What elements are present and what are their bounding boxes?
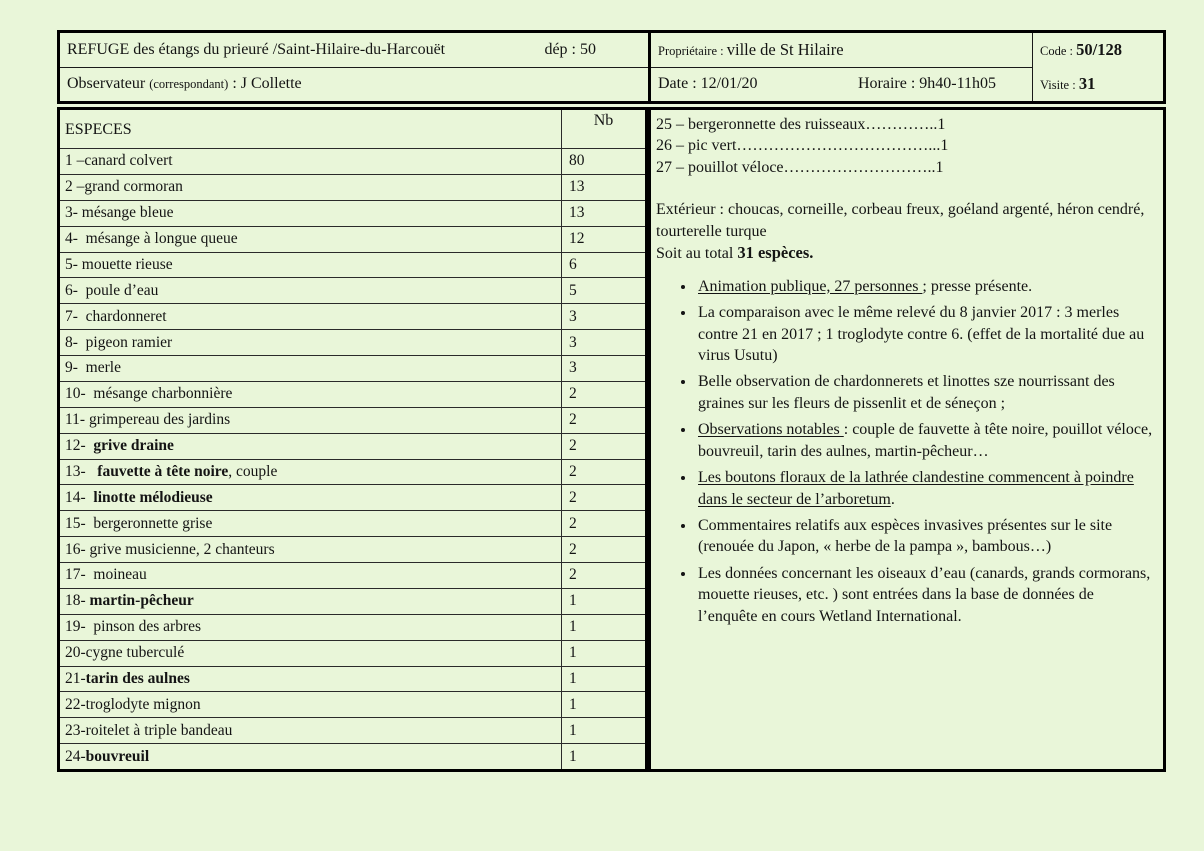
table-row [60, 510, 645, 536]
species-name-cell: 13- fauvette à tête noire , couple [65, 462, 278, 480]
table-row [60, 433, 645, 459]
table-row [60, 614, 645, 640]
nb-cell: 1 [561, 615, 645, 640]
species-name-cell: 24- bouvreuil [65, 747, 150, 765]
notes-list [656, 276, 1155, 628]
nb-cell: 5 [561, 278, 645, 303]
table-row [60, 640, 645, 666]
refuge-title: REFUGE des étangs du prieuré /Saint-Hilaire-du-Harcouët [67, 40, 446, 58]
nb-cell: 13 [561, 201, 645, 226]
nb-cell: 2 [561, 511, 645, 536]
species-name-cell: 8- pigeon ramier [65, 333, 173, 351]
owner-row [651, 33, 1032, 67]
species-name-cell: 4- mésange à longue queue [65, 230, 238, 248]
species-name-cell: 1 –canard colvert [65, 152, 173, 170]
table-row [60, 407, 645, 433]
total-line: Soit au total 31 espèces. [656, 243, 814, 263]
table-row [60, 691, 645, 717]
header-box [57, 30, 1166, 104]
nb-cell: 2 [561, 434, 645, 459]
note-item: • Observations notables : couple de fauvette à tête noire, pouillot véloce, bouvreuil, tarin des aulnes, martin-pêcheur… [696, 419, 1153, 462]
date-label: Date : 12/01/20 [658, 75, 758, 93]
nb-cell: 1 [561, 589, 645, 614]
notes-panel [648, 107, 1166, 772]
nb-cell: 1 [561, 692, 645, 717]
table-row [60, 484, 645, 510]
visit-line: Visite : 31 [1040, 74, 1096, 93]
species-name-cell: 6- poule d’eau [65, 281, 159, 299]
table-row [60, 303, 645, 329]
nb-cell: 3 [561, 330, 645, 355]
observer-row [60, 67, 648, 102]
nb-cell: 1 [561, 667, 645, 692]
header-left-section [60, 33, 648, 101]
header-middle-section [648, 33, 1032, 101]
note-item: • La comparaison avec le même relevé du 8 janvier 2017 : 3 merles contre 21 en 2017 ; 1 troglodyte contre 6. (effet de la mortalité due au virus Usutu) [696, 302, 1153, 366]
species-name-cell: 18- martin-pêcheur [65, 592, 194, 610]
nb-cell: 2 [561, 408, 645, 433]
table-row [60, 329, 645, 355]
table-row [60, 666, 645, 692]
owner-line: Propriétaire : ville de St Hilaire [658, 39, 844, 59]
species-column-header: ESPECES [65, 121, 132, 138]
table-row [60, 381, 645, 407]
species-name-cell: 17- moineau [65, 566, 147, 584]
species-name-cell: 5- mouette rieuse [65, 255, 173, 273]
nb-cell: 2 [561, 537, 645, 562]
species-name-cell: 14- linotte mélodieuse [65, 488, 213, 506]
species-name-cell: 11- grimpereau des jardins [65, 411, 231, 429]
species-header-row [60, 110, 645, 148]
table-row [60, 536, 645, 562]
nb-cell: 1 [561, 744, 645, 769]
overflow-line: 27 – pouillot véloce………………………..1 [656, 158, 944, 176]
nb-cell: 2 [561, 563, 645, 588]
departement-label: dép : 50 [544, 40, 596, 58]
table-row [60, 459, 645, 485]
refuge-title-row [60, 33, 648, 67]
species-name-cell: 20-cygne tuberculé [65, 644, 185, 662]
table-row [60, 588, 645, 614]
species-table [57, 107, 648, 772]
table-row [60, 743, 645, 769]
species-name-cell: 19- pinson des arbres [65, 618, 202, 636]
time-label: Horaire : 9h40-11h05 [857, 75, 996, 93]
exterieur-block [656, 199, 1155, 264]
table-row [60, 174, 645, 200]
note-item: • Animation publique, 27 personnes ; presse présente. [696, 276, 1153, 297]
species-name-cell: 22-troglodyte mignon [65, 695, 201, 713]
table-row [60, 355, 645, 381]
nb-cell: 3 [561, 304, 645, 329]
nb-cell: 2 [561, 382, 645, 407]
overflow-line: 26 – pic vert………………………………...1 [656, 137, 949, 155]
species-name-cell: 16- grive musicienne, 2 chanteurs [65, 540, 275, 558]
table-row [60, 562, 645, 588]
species-name-cell: 3- mésange bleue [65, 204, 174, 222]
nb-cell: 1 [561, 641, 645, 666]
note-item: • Les boutons floraux de la lathrée clandestine commencent à poindre dans le secteur de l’arboretum. [696, 467, 1153, 510]
note-item: • Les données concernant les oiseaux d’eau (canards, grands cormorans, mouette rieuses, etc. ) sont entrées dans la base de données de l’enquête en cours Wetland International. [696, 563, 1153, 627]
code-line: Code : 50/128 [1040, 40, 1122, 59]
nb-cell: 3 [561, 356, 645, 381]
species-name-cell: 12- grive draine [65, 437, 174, 455]
date-row [651, 67, 1032, 102]
nb-cell: 13 [561, 175, 645, 200]
nb-cell: 2 [561, 485, 645, 510]
species-name-cell: 10- mésange charbonnière [65, 385, 233, 403]
species-name-cell: 9- merle [65, 359, 121, 377]
table-row [60, 717, 645, 743]
nb-cell: 2 [561, 460, 645, 485]
header-code-section [1032, 33, 1163, 101]
observer-line: Observateur (correspondant) : J Collette [67, 75, 302, 93]
overflow-line: 25 – bergeronnette des ruisseaux…………..1 [656, 116, 946, 133]
note-item: • Belle observation de chardonnerets et linottes sze nourrissant des graines sur les fleurs de pissenlit et de séneçon ; [696, 371, 1153, 414]
species-name-cell: 15- bergeronnette grise [65, 514, 213, 532]
table-row [60, 200, 645, 226]
table-row [60, 148, 645, 174]
nb-cell: 1 [561, 718, 645, 743]
exterieur-text: Extérieur : choucas, corneille, corbeau freux, goéland argenté, héron cendré, tourterelle turque [656, 201, 1145, 240]
nb-cell: 12 [561, 227, 645, 252]
note-item: • Commentaires relatifs aux espèces invasives présentes sur le site (renouée du Japon, « herbe de la pampa », bambous…) [696, 515, 1153, 558]
nb-cell: 80 [561, 149, 645, 174]
species-name-cell: 2 –grand cormoran [65, 178, 183, 196]
species-name-cell: 23-roitelet à triple bandeau [65, 721, 233, 739]
species-name-cell: 21- tarin des aulnes [65, 669, 190, 687]
species-name-cell: 7- chardonneret [65, 307, 167, 325]
table-row [60, 226, 645, 252]
nb-cell: 6 [561, 253, 645, 278]
table-row [60, 277, 645, 303]
nb-column-header: Nb [561, 110, 645, 148]
table-row [60, 252, 645, 278]
